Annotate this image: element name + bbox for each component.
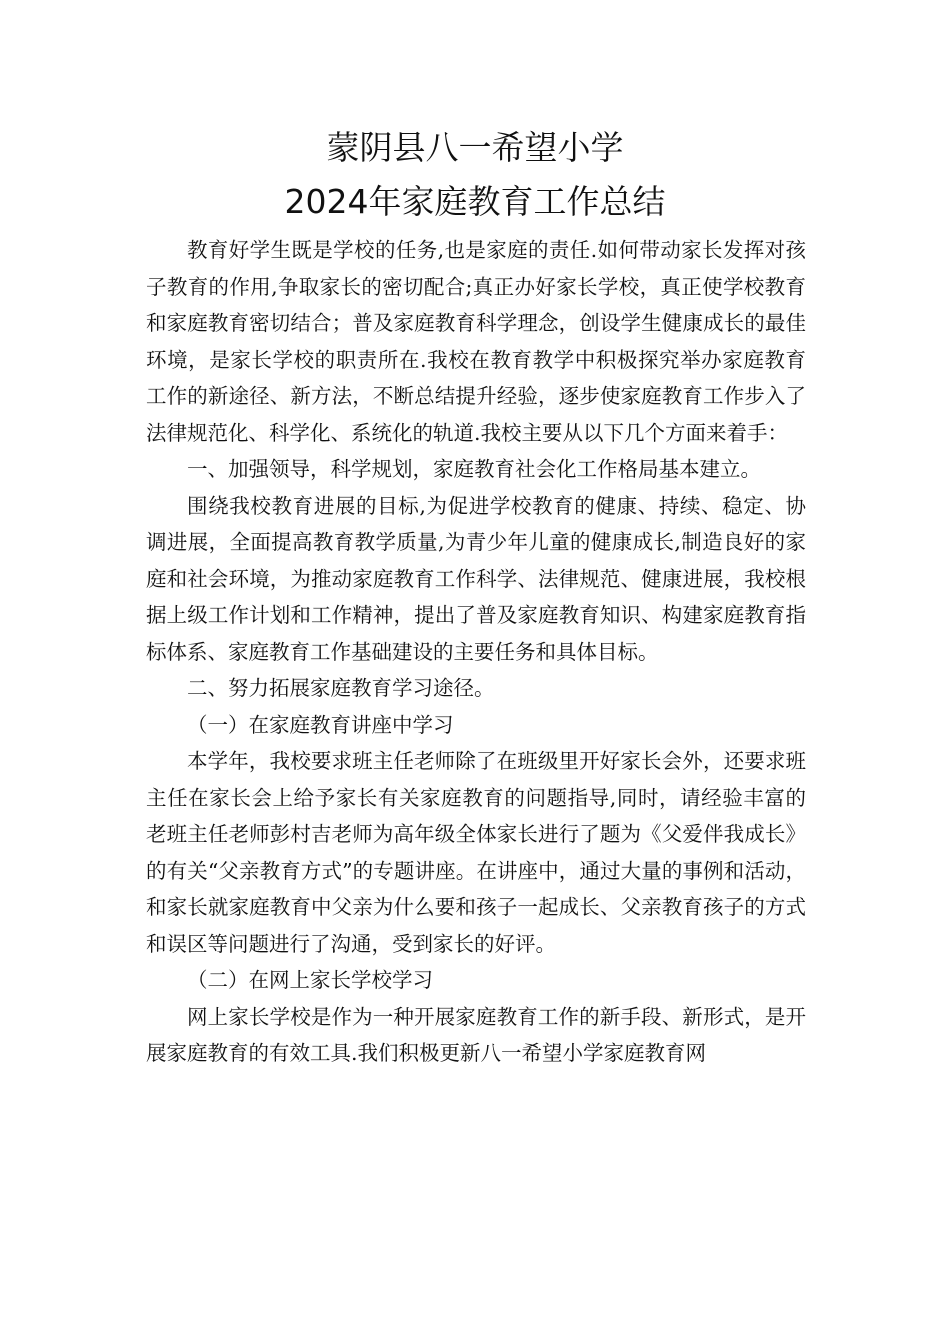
document-title-line-2: 2024年家庭教育工作总结 (284, 182, 666, 221)
subsection-heading-1: （一）在家庭教育讲座中学习 (187, 712, 454, 737)
subsection-2-paragraph: 网上家长学校是作为一种开展家庭教育工作的新手段、新形式，是开展家庭教育的有效工具.我们积极更新八一希望小学家庭教育网 (146, 1004, 806, 1065)
intro-paragraph: 教育好学生既是学校的任务,也是家庭的责任.如何带动家长发挥对孩子教育的作用,争取家长的密切配合;真正办好家长学校，真正使学校教育和家庭教育密切结合；普及家庭教育科学理念，创设学生健康成长的最佳环境，是家长学校的职责所在.我校在教育教学中积极探究举办家庭教育工作的新途径、新方法，不断总结提升经验，逐步使家庭教育工作步入了法律规范化、科学化、系统化的轨道.我校主要从以下几个方面来着手： (146, 238, 806, 445)
document-body (146, 232, 806, 1072)
subsection-heading-2: （二）在网上家长学校学习 (187, 968, 433, 992)
section-heading-1: 一、加强领导，科学规划，家庭教育社会化工作格局基本建立。 (187, 457, 761, 481)
subsection-1-paragraph: 本学年，我校要求班主任老师除了在班级里开好家长会外，还要求班主任在家长会上给予家长有关家庭教育的问题指导,同时，请经验丰富的老班主任老师彭村吉老师为高年级全体家长进行了题为《父爱伴我成长》的有关“父亲教育方式”的专题讲座。在讲座中，通过大量的事例和活动，和家长就家庭教育中父亲为什么要和孩子一起成长、父亲教育孩子的方式和误区等问题进行了沟通，受到家长的好评。 (146, 749, 806, 956)
section-1-paragraph: 围绕我校教育进展的目标,为促进学校教育的健康、持续、稳定、协调进展，全面提高教育教学质量,为青少年儿童的健康成长,制造良好的家庭和社会环境，为推动家庭教育工作科学、法律规范、健康进展，我校根据上级工作计划和工作精神，提出了普及家庭教育知识、构建家庭教育指标体系、家庭教育工作基础建设的主要任务和具体目标。 (146, 493, 806, 664)
section-heading-2: 二、努力拓展家庭教育学习途径。 (187, 676, 495, 700)
document-title-line-1: 蒙阴县八一希望小学 (326, 128, 624, 167)
